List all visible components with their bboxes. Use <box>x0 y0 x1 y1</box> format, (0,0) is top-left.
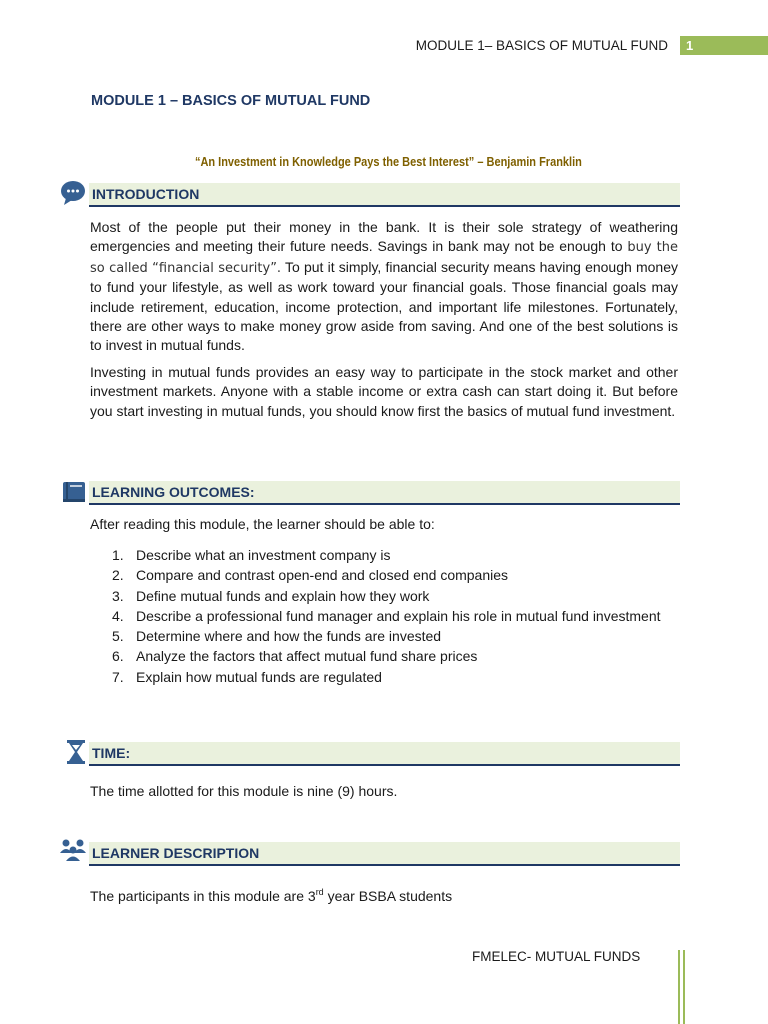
list-item <box>112 626 672 646</box>
learner-description-text <box>90 887 678 906</box>
ordinal-superscript: rd <box>315 887 324 897</box>
learner-text-part-b: year BSBA students <box>323 888 453 904</box>
learner-text-part-a: The participants in this module are 3 <box>90 888 316 904</box>
list-item-text: Explain how mutual funds are regulated <box>136 668 382 685</box>
list-item-number: 1. <box>112 547 124 563</box>
introduction-section-bar <box>89 183 680 207</box>
list-item-text: Describe what an investment company is <box>136 547 391 563</box>
running-header <box>0 36 768 56</box>
speech-bubble-icon <box>60 180 86 206</box>
page-number: 1 <box>686 38 694 53</box>
list-item-number: 5. <box>112 628 124 645</box>
list-item-number: 2. <box>112 567 124 584</box>
module-title: MODULE 1 – BASICS OF MUTUAL FUND <box>91 93 371 109</box>
list-item-text: Compare and contrast open-end and closed end companies <box>136 567 509 584</box>
time-heading: TIME: <box>92 745 131 761</box>
list-item <box>112 586 672 606</box>
people-group-icon <box>58 837 88 863</box>
list-item <box>112 565 672 585</box>
time-section-bar <box>89 742 680 766</box>
running-header-title: MODULE 1– BASICS OF MUTUAL FUND <box>415 38 668 53</box>
list-item-text: Analyze the factors that affect mutual fund share prices <box>136 648 478 665</box>
intro-p1-part-c: To put it simply, financial security means having enough money to fund your lifestyle, as well as work toward your financial goals. Those financial goals may include retirement, education, income protection, and important life milestones. Fortunately, there are other ways to make money grow aside from saving. And one of the best solutions is to invest in mutual funds. <box>90 258 678 354</box>
quote: “An Investment in Knowledge Pays the Best Interest” – Benjamin Franklin <box>194 155 582 169</box>
intro-p1-part-b: buy the so called “financial security”. <box>90 240 678 276</box>
footer-text: FMELEC- MUTUAL FUNDS <box>472 949 641 964</box>
list-item-number: 6. <box>112 648 124 665</box>
time-text: The time allotted for this module is nine (9) hours. <box>90 783 398 799</box>
list-item-number: 3. <box>112 587 124 604</box>
introduction-heading: INTRODUCTION <box>92 186 200 202</box>
book-icon <box>61 478 87 504</box>
footer-rule-right <box>683 950 685 1024</box>
list-item <box>112 646 672 666</box>
learning-outcomes-intro: After reading this module, the learner should be able to: <box>90 516 435 532</box>
list-item-number: 4. <box>112 607 124 624</box>
introduction-paragraph-2: Investing in mutual funds provides an easy way to participate in the stock market and other investment markets. Anyone with a stable income or extra cash can start doing it. But before you start investing in mutual funds, you should know first the basics of mutual fund investment. <box>90 364 678 419</box>
list-item-text: Define mutual funds and explain how they work <box>136 587 430 604</box>
learning-outcomes-heading: LEARNING OUTCOMES: <box>92 484 255 500</box>
list-item <box>112 606 672 626</box>
list-item-number: 7. <box>112 668 124 685</box>
list-item <box>112 545 672 565</box>
learner-description-heading: LEARNER DESCRIPTION <box>92 845 260 861</box>
list-item-text: Describe a professional fund manager and explain his role in mutual fund investment <box>136 607 661 624</box>
introduction-paragraph-1 <box>90 218 678 356</box>
hourglass-icon <box>63 739 89 765</box>
learner-description-section-bar <box>89 842 680 866</box>
learning-outcomes-list <box>112 545 672 687</box>
list-item <box>112 667 672 687</box>
footer-rule-left <box>678 950 680 1024</box>
learning-outcomes-section-bar <box>89 481 680 505</box>
list-item-text: Determine where and how the funds are invested <box>136 628 442 645</box>
intro-p1-part-a: Most of the people put their money in the bank. It is their sole strategy of weathering emergencies and meeting their future needs. Savings in bank may not be enough to <box>90 219 678 255</box>
